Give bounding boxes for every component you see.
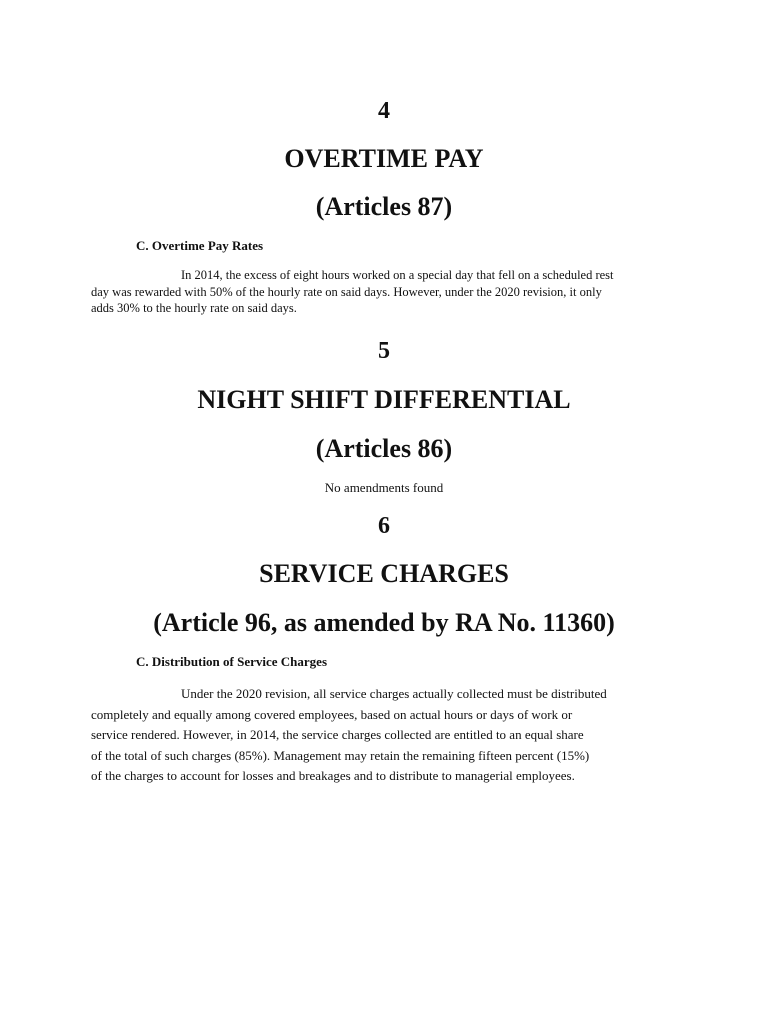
- section-6-number: 6: [378, 513, 390, 539]
- section-5-note: No amendments found: [324, 480, 444, 495]
- section-4-subheading: C. Overtime Pay Rates: [136, 238, 264, 253]
- section-4-articles: (Articles 87): [315, 192, 453, 221]
- section-6-paragraph: [91, 684, 681, 787]
- section-5-number: 5: [378, 338, 390, 364]
- section-4-paragraph: [91, 267, 681, 317]
- paragraph-line: day was rewarded with 50% of the hourly rate on said days. However, under the 2020 revision, it only: [91, 284, 602, 299]
- paragraph-line: of the total of such charges (85%). Management may retain the remaining fifteen percent (15%): [91, 747, 590, 763]
- paragraph-line: Under the 2020 revision, all service charges actually collected must be distributed: [181, 686, 607, 701]
- paragraph-line: of the charges to account for losses and breakages and to distribute to managerial employees.: [91, 768, 575, 783]
- paragraph-line: In 2014, the excess of eight hours worked on a special day that fell on a scheduled rest: [181, 268, 614, 282]
- section-6-title: SERVICE CHARGES: [259, 559, 509, 588]
- section-4-title: OVERTIME PAY: [284, 144, 484, 173]
- paragraph-line: completely and equally among covered employees, based on actual hours or days of work or: [91, 706, 573, 722]
- section-5-articles: (Articles 86): [315, 434, 453, 463]
- section-5-title: NIGHT SHIFT DIFFERENTIAL: [197, 385, 571, 414]
- paragraph-line: adds 30% to the hourly rate on said days.: [91, 301, 297, 315]
- paragraph-line: service rendered. However, in 2014, the service charges collected are entitled to an equal share: [91, 727, 584, 742]
- section-6-subheading: C. Distribution of Service Charges: [136, 654, 328, 669]
- section-6-articles: (Article 96, as amended by RA No. 11360): [153, 608, 615, 637]
- section-4-number: 4: [378, 98, 390, 124]
